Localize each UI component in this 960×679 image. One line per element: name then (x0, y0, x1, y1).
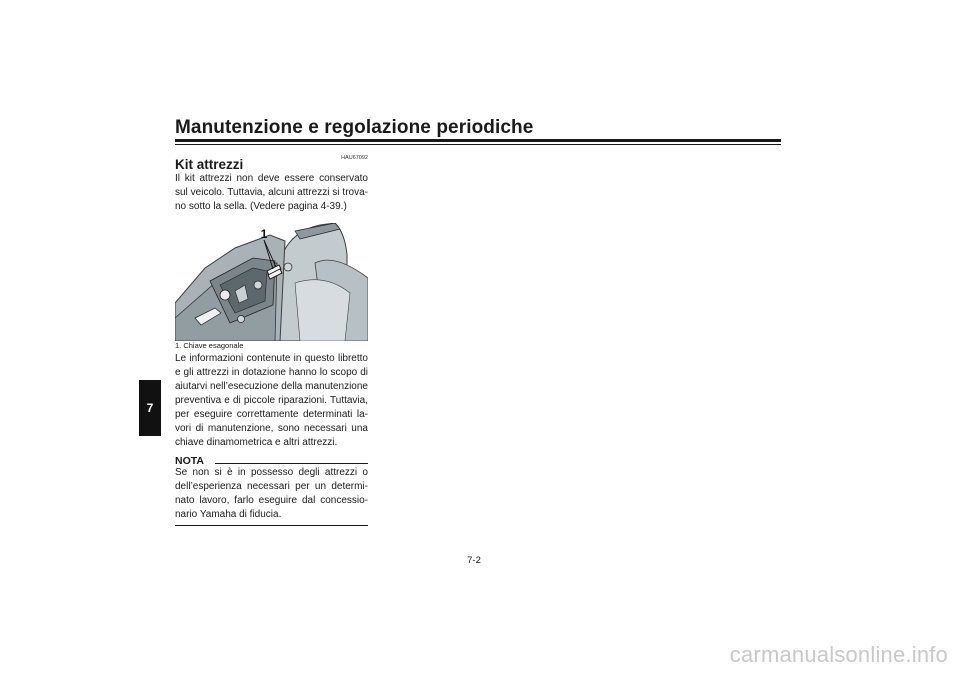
figure-callout-1: 1 (260, 227, 268, 241)
page-title: Manutenzione e regolazione periodiche (175, 117, 534, 138)
note-text: Se non si è in possesso degli attrezzi o dell’esperienza necessari per un determi-nato lavoro, farlo eseguire dal concessio-nario Yamaha di fiducia. (175, 467, 368, 520)
chapter-tab: 7 (139, 380, 161, 436)
note-rule-top (215, 463, 368, 464)
figure-caption: 1. Chiave esagonale (175, 341, 244, 350)
section-reference-code: HAU67092 (341, 155, 368, 161)
section-title: Kit attrezzi (175, 157, 244, 172)
note-label: NOTA (175, 455, 204, 467)
watermark: carmanualsonline.info (729, 642, 948, 667)
tool-kit-illustration (175, 223, 368, 341)
header-divider-thin (175, 144, 781, 145)
note-rule-bottom (175, 525, 368, 526)
page-number: 7-2 (467, 555, 481, 566)
motorcycle-under-seat-drawing (175, 223, 368, 341)
intro-paragraph: Il kit attrezzi non deve essere conservato sul veicolo. Tuttavia, alcuni attrezzi si trova-no sotto la sella. (Vedere pagina 4-39.) (175, 173, 368, 212)
body-paragraph: Le informazioni contenute in questo libretto e gli attrezzi in dotazione hanno lo scopo di aiutarvi nell’esecuzione della manutenzione preventiva e di piccole riparazioni. Tuttavia, per eseguire correttamente determinati la-vori di manutenzione, sono necessari una chiave dinamometrica e altri attrezzi. (175, 353, 368, 448)
header-divider (175, 139, 781, 142)
